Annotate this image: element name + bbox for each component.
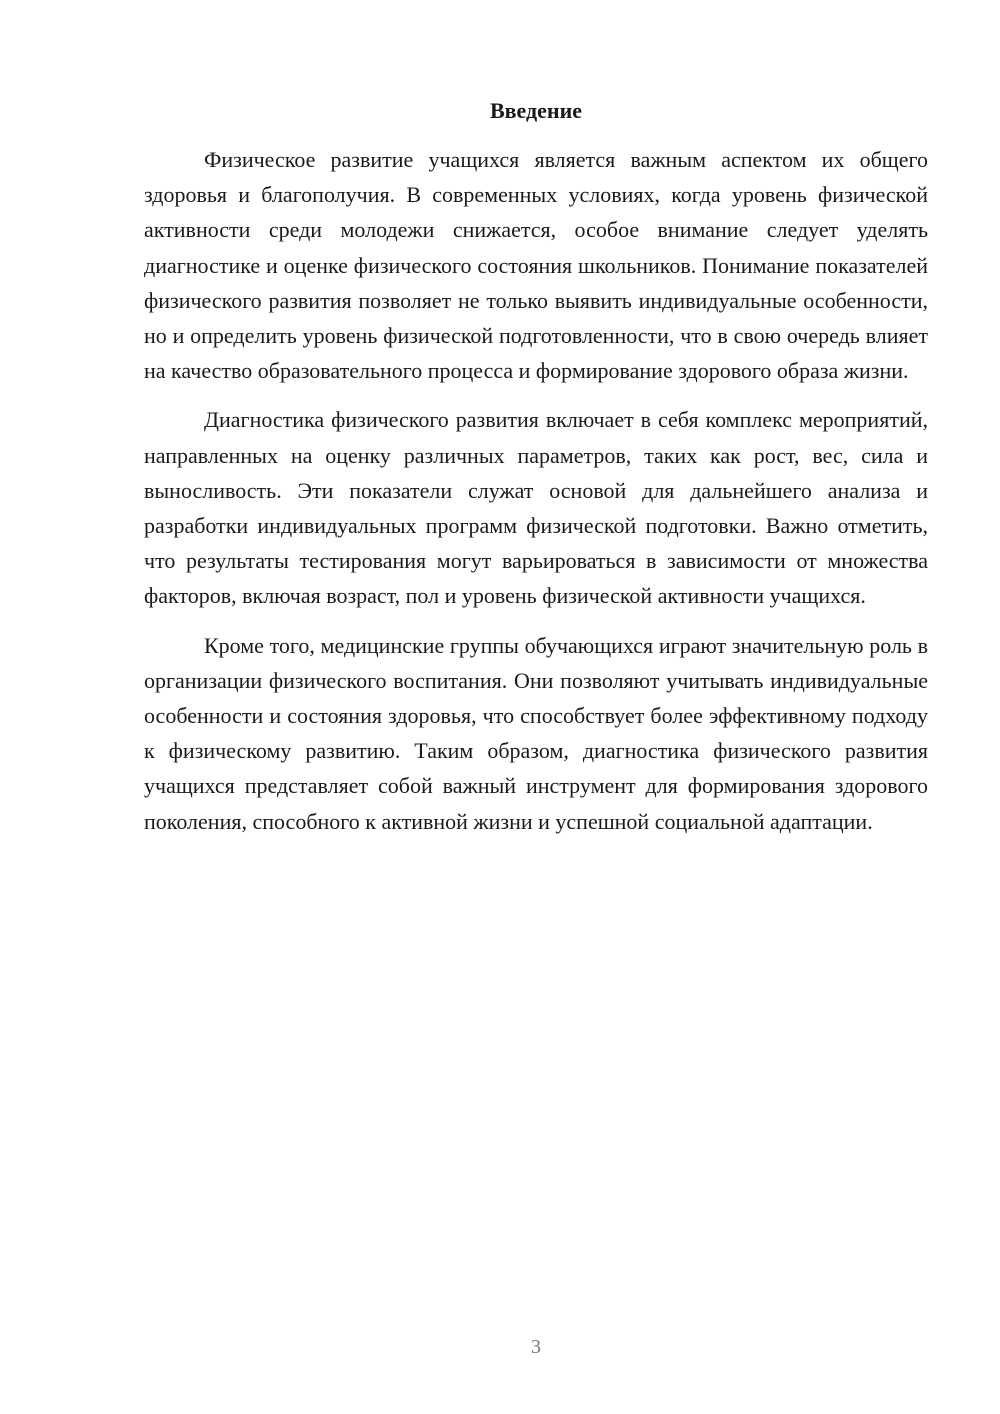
page-number: 3 [531,1336,541,1358]
paragraph: Диагностика физического развития включает в себя комплекс мероприятий, направленных на оценку различных параметров, таких как рост, вес, сила и выносливость. Эти показатели служат основой для дальнейшего анализа и разработки индивидуальных программ физической подготовки. Важно отметить, что результаты тестирования могут варьироваться в зависимости от множества факторов, включая возраст, пол и уровень физической активности учащихся. [144,407,928,609]
paragraph: Физическое развитие учащихся является важным аспектом их общего здоровья и благополучия. В современных условиях, когда уровень физической активности среди молодежи снижается, особое внимание следует уделять диагностике и оценке физического состояния школьников. Понимание показателей физического развития позволяет не только выявить индивидуальные особенности, но и определить уровень физической подготовленности, что в свою очередь влияет на качество образовательного процесса и формирование здорового образа жизни. [144,147,928,384]
section-title: Введение [489,98,583,123]
body-text [144,142,928,853]
paragraph: Кроме того, медицинские группы обучающихся играют значительную роль в организации физического воспитания. Они позволяют учитывать индивидуальные особенности и состояния здоровья, что способствует более эффективному подходу к физическому развитию. Таким образом, диагностика физического развития учащихся представляет собой важный инструмент для формирования здорового поколения, способного к активной жизни и успешной социальной адаптации. [144,632,928,834]
